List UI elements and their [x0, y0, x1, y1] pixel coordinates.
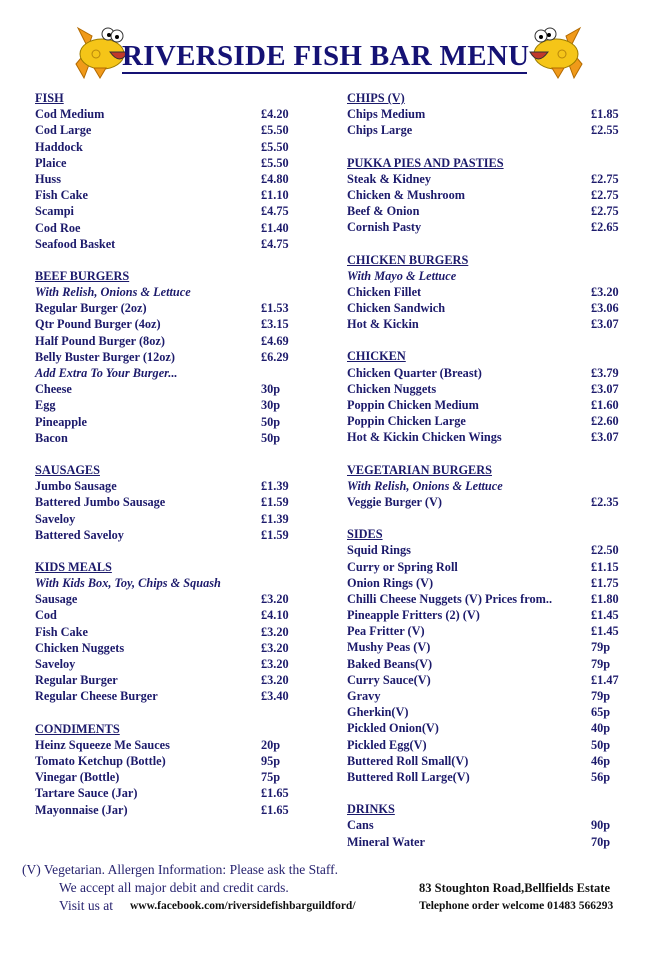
item-price: £2.55 [591, 123, 619, 138]
item-name: Regular Cheese Burger [35, 689, 158, 704]
item-price: £5.50 [261, 139, 289, 154]
item-name: Tomato Ketchup (Bottle) [35, 753, 166, 768]
menu-item [347, 656, 617, 672]
menu-item [347, 672, 617, 688]
menu-item [347, 737, 617, 753]
menu-item [35, 106, 305, 122]
item-price: £3.20 [591, 284, 619, 299]
item-price: 50p [261, 430, 281, 445]
item-price: £5.50 [261, 123, 289, 138]
section-chicken-burgers [347, 252, 617, 333]
item-name: Saveloy [35, 657, 76, 671]
menu-item [347, 607, 617, 623]
item-price: £1.45 [591, 624, 619, 639]
section-subtitle: With Kids Box, Toy, Chips & Squash [35, 576, 221, 591]
item-price: 95p [261, 753, 281, 768]
section-vegetarian-burgers [347, 462, 617, 511]
item-price: £2.75 [591, 204, 619, 219]
item-name: Chilli Cheese Nuggets (V) Prices from.. [347, 591, 553, 606]
menu-item [347, 171, 617, 187]
menu-item [35, 672, 305, 688]
item-price: £1.15 [591, 559, 619, 574]
section-heading: CONDIMENTS [35, 721, 120, 736]
facebook-link[interactable]: www.facebook.com/riversidefishbarguildford/ [130, 900, 356, 912]
item-price: £1.75 [591, 575, 619, 590]
menu-item [347, 591, 617, 607]
menu-header [0, 0, 650, 82]
item-name: Battered Saveloy [35, 527, 124, 542]
item-name: Sausage [35, 592, 78, 607]
menu-item [347, 494, 617, 510]
section-drinks [347, 801, 617, 850]
item-price: 56p [591, 769, 611, 784]
menu-item [35, 316, 305, 332]
menu-item [347, 381, 617, 397]
menu-item [35, 688, 305, 704]
menu-item [347, 316, 617, 332]
item-price: £2.35 [591, 494, 619, 509]
section-subtitle: With Relish, Onions & Lettuce [347, 478, 503, 493]
right-menu-column [347, 90, 617, 866]
section-heading: KIDS MEALS [35, 559, 112, 574]
item-name: Bacon [35, 430, 68, 445]
menu-item [35, 122, 305, 138]
menu-item [347, 834, 617, 850]
section-condiments [35, 721, 305, 818]
menu-item [347, 623, 617, 639]
item-price: £3.06 [591, 301, 619, 316]
section-heading: DRINKS [347, 802, 395, 817]
item-name: Vinegar (Bottle) [35, 770, 120, 785]
item-name: Pineapple Fritters (2) (V) [347, 608, 480, 623]
section-beef-burgers [35, 268, 305, 446]
item-price: £4.10 [261, 608, 289, 623]
menu-item [35, 139, 305, 155]
item-price: £1.65 [261, 802, 289, 817]
item-name: Squid Rings [347, 543, 411, 558]
item-name: Regular Burger [35, 673, 118, 688]
section-heading: CHICKEN BURGERS [347, 252, 469, 267]
item-price: £3.20 [261, 592, 289, 607]
item-name: Gravy [347, 689, 381, 703]
item-name: Chicken & Mushroom [347, 187, 465, 202]
menu-item [35, 753, 305, 769]
menu-item [35, 381, 305, 397]
item-name: Seafood Basket [35, 236, 116, 251]
menu-item [347, 542, 617, 558]
item-name: Curry or Spring Roll [347, 559, 458, 574]
item-name: Heinz Squeeze Me Sauces [35, 737, 170, 752]
item-price: £2.65 [591, 220, 619, 235]
item-name: Cod [35, 608, 57, 623]
menu-item [35, 430, 305, 446]
menu-item [347, 106, 617, 122]
menu-item [35, 640, 305, 656]
menu-item [35, 203, 305, 219]
item-name: Scampi [35, 204, 74, 219]
item-name: Baked Beans(V) [347, 656, 433, 671]
section-fish [35, 90, 305, 252]
menu-item [347, 688, 617, 704]
item-price: £3.07 [591, 430, 619, 445]
item-name: Plaice [35, 155, 67, 170]
item-name: Beef & Onion [347, 204, 420, 219]
item-name: Pea Fritter (V) [347, 624, 425, 639]
item-price: 90p [591, 818, 611, 833]
item-price: 79p [591, 640, 611, 655]
section-heading: FISH [35, 91, 64, 105]
menu-item [35, 511, 305, 527]
item-price: £1.59 [261, 527, 289, 542]
item-name: Egg [35, 398, 56, 413]
item-price: £3.20 [261, 640, 289, 655]
item-name: Cans [347, 818, 374, 833]
item-price: £2.50 [591, 543, 619, 558]
item-price: 79p [591, 656, 611, 671]
menu-item [35, 656, 305, 672]
item-price: £1.60 [591, 398, 619, 412]
section-subtitle: With Mayo & Lettuce [347, 268, 457, 283]
item-price: £4.75 [261, 236, 289, 251]
item-price: £1.39 [261, 511, 289, 526]
item-price: 75p [261, 770, 281, 785]
item-name: Chips Large [347, 123, 413, 138]
menu-item [35, 187, 305, 203]
item-price: £2.75 [591, 171, 619, 186]
item-name: Poppin Chicken Large [347, 414, 466, 429]
item-name: Regular Burger (2oz) [35, 301, 147, 316]
item-price: £4.75 [261, 204, 289, 219]
menu-item [347, 817, 617, 833]
menu-item [347, 300, 617, 316]
section-heading: PUKKA PIES AND PASTIES [347, 155, 504, 170]
item-price: £1.45 [591, 608, 619, 623]
section-heading: BEEF BURGERS [35, 268, 130, 283]
item-price: £2.75 [591, 187, 619, 202]
menu-item [347, 429, 617, 445]
item-name: Pickled Onion(V) [347, 721, 439, 736]
item-name: Gherkin(V) [347, 705, 409, 720]
vegetarian-allergen-note: (V) Vegetarian. Allergen Information: Please ask the Staff. [22, 862, 339, 877]
item-price: £3.20 [261, 657, 289, 671]
item-name: Cod Medium [35, 107, 105, 122]
menu-item [35, 349, 305, 365]
item-price: £1.53 [261, 301, 289, 316]
item-price: £1.39 [261, 479, 289, 494]
menu-item [347, 753, 617, 769]
section-chips-v [347, 90, 617, 139]
menu-item [347, 365, 617, 381]
item-name: Steak & Kidney [347, 171, 432, 186]
item-name: Fish Cake [35, 188, 88, 203]
menu-item [347, 704, 617, 720]
section-chicken [347, 348, 617, 445]
menu-item [35, 591, 305, 607]
item-price: £4.80 [261, 171, 289, 186]
item-name: Onion Rings (V) [347, 575, 434, 590]
menu-item [35, 527, 305, 543]
item-name: Curry Sauce(V) [347, 672, 431, 687]
menu-item [347, 769, 617, 785]
item-price: £4.20 [261, 107, 289, 122]
item-name: Cornish Pasty [347, 220, 422, 235]
item-name: Cod Large [35, 123, 92, 138]
section-sides [347, 526, 617, 785]
section-subtitle: With Relish, Onions & Lettuce [35, 285, 191, 300]
item-price: 79p [591, 689, 611, 703]
menu-item [35, 478, 305, 494]
item-name: Hot & Kickin [347, 317, 419, 332]
menu-item [347, 122, 617, 138]
menu-item [347, 720, 617, 736]
item-price: £1.40 [261, 220, 289, 235]
item-name: Half Pound Burger (8oz) [35, 333, 165, 348]
item-name: Mayonnaise (Jar) [35, 802, 128, 817]
item-name: Mineral Water [347, 834, 425, 849]
item-name: Jumbo Sausage [35, 479, 117, 494]
menu-item [347, 575, 617, 591]
item-name: Chicken Sandwich [347, 301, 446, 316]
item-price: £3.20 [261, 624, 289, 639]
item-name: Hot & Kickin Chicken Wings [347, 430, 502, 445]
menu-item [347, 639, 617, 655]
item-price: £3.15 [261, 317, 289, 332]
menu-item [35, 737, 305, 753]
item-price: £4.69 [261, 333, 289, 348]
item-name: Fish Cake [35, 624, 88, 639]
visit-label: Visit us at [59, 898, 113, 913]
section-heading: SIDES [347, 527, 383, 542]
menu-item [35, 607, 305, 623]
menu-item [35, 220, 305, 236]
item-name: Qtr Pound Burger (4oz) [35, 317, 161, 332]
section-sausages [35, 462, 305, 543]
section-heading: CHIPS (V) [347, 91, 405, 105]
item-price: £3.07 [591, 381, 619, 396]
item-price: 50p [591, 737, 611, 752]
menu-item [347, 284, 617, 300]
menu-item [347, 187, 617, 203]
section-heading: CHICKEN [347, 349, 406, 364]
item-price: 40p [591, 721, 611, 736]
cartoon-fish-icon [526, 22, 588, 80]
menu-item [35, 155, 305, 171]
item-name: Huss [35, 171, 61, 186]
item-price: £1.47 [591, 672, 619, 687]
address: 83 Stoughton Road,Bellfields Estate [419, 881, 610, 895]
item-name: Poppin Chicken Medium [347, 398, 479, 412]
item-name: Tartare Sauce (Jar) [35, 786, 138, 801]
item-price: £1.10 [261, 188, 289, 203]
menu-item [35, 624, 305, 640]
item-price: 65p [591, 705, 611, 720]
menu-item [35, 397, 305, 413]
menu-item [35, 769, 305, 785]
item-name: Mushy Peas (V) [347, 640, 431, 655]
item-name: Belly Buster Burger (12oz) [35, 349, 175, 364]
menu-item [35, 333, 305, 349]
item-name: Cheese [35, 382, 72, 397]
item-price: £3.20 [261, 673, 289, 688]
menu-item [35, 414, 305, 430]
menu-item [347, 559, 617, 575]
menu-item [347, 413, 617, 429]
menu-item [35, 236, 305, 252]
menu-item [347, 397, 617, 413]
item-name: Chips Medium [347, 107, 426, 122]
item-name: Pineapple [35, 414, 87, 429]
item-name: Veggie Burger (V) [347, 494, 442, 509]
menu-item [347, 203, 617, 219]
item-name: Chicken Fillet [347, 284, 422, 299]
item-price: 20p [261, 737, 281, 752]
item-name: Pickled Egg(V) [347, 737, 427, 752]
menu-item [35, 494, 305, 510]
item-name: Haddock [35, 139, 83, 154]
item-price: £2.60 [591, 414, 619, 429]
item-name: Battered Jumbo Sausage [35, 495, 166, 510]
page-title: RIVERSIDE FISH BAR MENU [122, 40, 530, 72]
menu-item [35, 802, 305, 818]
section-subtitle: Add Extra To Your Burger... [35, 366, 178, 380]
menu-item [35, 171, 305, 187]
item-price: 50p [261, 414, 281, 429]
item-name: Buttered Roll Large(V) [347, 769, 470, 784]
item-price: £3.79 [591, 365, 619, 380]
item-price: £1.65 [261, 786, 289, 801]
item-name: Chicken Quarter (Breast) [347, 365, 482, 380]
menu-item [347, 219, 617, 235]
item-price: 30p [261, 398, 281, 413]
item-name: Buttered Roll Small(V) [347, 753, 469, 768]
payment-note: We accept all major debit and credit cards. [59, 880, 289, 895]
item-price: £5.50 [261, 155, 289, 170]
item-price: £6.29 [261, 349, 289, 364]
item-name: Chicken Nuggets [35, 640, 125, 655]
telephone: Telephone order welcome 01483 566293 [419, 900, 614, 912]
item-price: £1.59 [261, 495, 289, 510]
item-price: £1.80 [591, 591, 619, 606]
item-price: 46p [591, 753, 611, 768]
item-price: £1.85 [591, 107, 619, 122]
section-heading: VEGETARIAN BURGERS [347, 462, 492, 477]
left-menu-column [35, 90, 305, 834]
section-pukka-pies-and-pasties [347, 155, 617, 236]
menu-item [35, 785, 305, 801]
item-name: Chicken Nuggets [347, 381, 437, 396]
item-name: Saveloy [35, 511, 76, 526]
item-price: 70p [591, 834, 611, 849]
menu-item [35, 300, 305, 316]
section-kids-meals [35, 559, 305, 705]
item-price: 30p [261, 382, 281, 397]
item-price: £3.40 [261, 689, 289, 704]
item-name: Cod Roe [35, 220, 81, 235]
item-price: £3.07 [591, 317, 619, 332]
section-heading: SAUSAGES [35, 462, 100, 477]
